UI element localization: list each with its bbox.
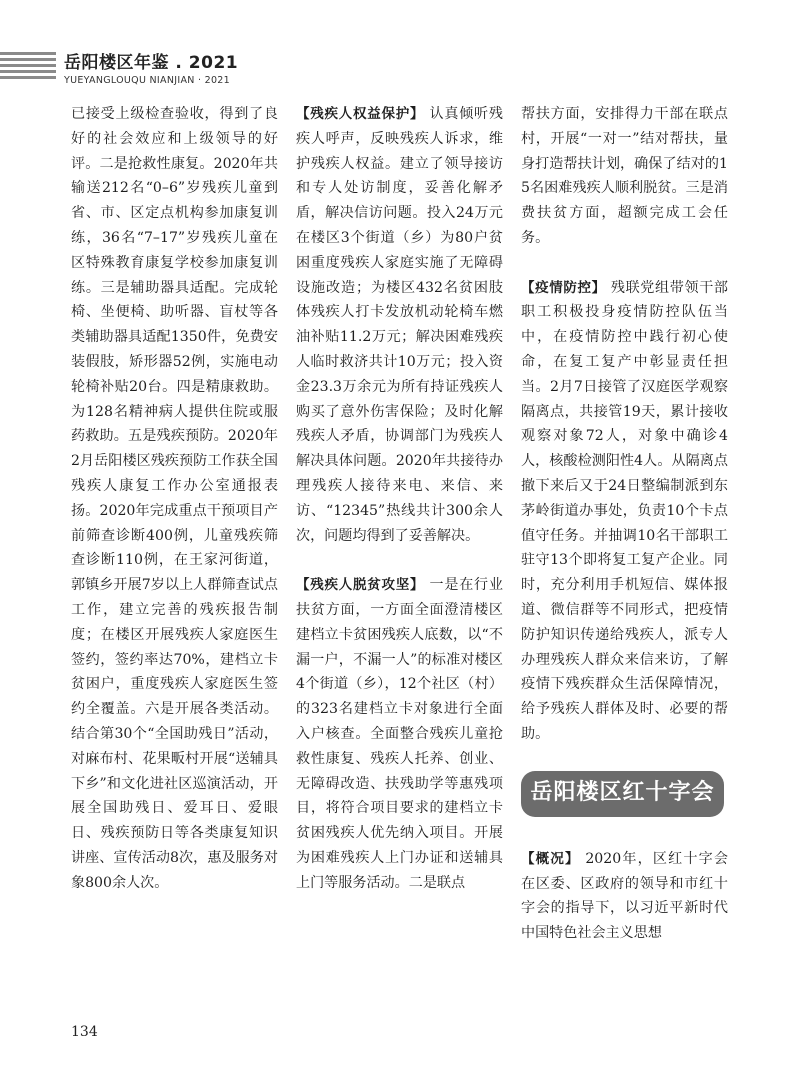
overview-text: 2020年，区红十字会在区委、区政府的领导和市红十字会的指导下，以习近平新时代中国特色社会主义思想 bbox=[521, 850, 728, 942]
running-header-subtitle: YUEYANGLOUQU NIANJIAN · 2021 bbox=[64, 75, 230, 86]
running-header-title: 岳阳楼区年鉴 . 2021 bbox=[64, 53, 239, 73]
rights-protection-heading: 【残疾人权益保护】 bbox=[296, 106, 425, 122]
epidemic-control-heading: 【疫情防控】 bbox=[521, 279, 606, 296]
col3-continued-paragraph: 帮扶方面，安排得力干部在联点村，开展“一对一”结对帮扶，量身打造帮扶计划，确保了结对的15名困难残疾人顺利脱贫。三是消费扶贫方面，超额完成工会任务。 bbox=[521, 106, 728, 246]
poverty-alleviation-paragraph bbox=[296, 573, 503, 895]
overview-heading: 【概况】 bbox=[521, 850, 580, 867]
epidemic-control-paragraph bbox=[521, 276, 728, 747]
rights-protection-text: 认真倾听残疾人呼声，反映残疾人诉求，维护残疾人权益。建立了领导接访和专人处访制度，妥善化解矛盾，解决信访问题。投入24万元在楼区3个街道（乡）为80户贫困重度残疾人家庭实施了无障碍设施改造；为楼区432名贫困肢体残疾人打卡发放机动轮椅车燃油补贴11.2万元；解决困难残疾人临时救济共计10万元；投入资金23.3万余元为所有持证残疾人购买了意外伤害保险；及时化解残疾人矛盾，协调部门为残疾人解决具体问题。2020年共接待办理残疾人接待来电、来信、来访、“12345”热线共计300余人次，问题均得到了妥善解决。 bbox=[296, 106, 503, 544]
header-stripes-decoration bbox=[0, 52, 56, 86]
poverty-alleviation-text: 一是在行业扶贫方面，一方面全面澄清楼区建档立卡贫困残疾人底数，以“不漏一户，不漏一人”的标准对楼区4个街道（乡），12个社区（村）的323名建档立卡对象进行全面入户核查。全面整合残疾儿童抢救性康复、残疾人托养、创业、无障碍改造、扶残助学等惠残项目，将符合项目要求的建档立卡贫困残疾人优先纳入项目。开展为困难残疾人上门办证和送辅具上门等服务活动。二是联点 bbox=[296, 577, 503, 891]
epidemic-control-text: 残联党组带领干部职工积极投身疫情防控队伍当中，在疫情防控中践行初心使命，在复工复产中彰显责任担当。2月7日接管了汉庭医学观察隔离点，共接管19天，累计接收观察对象72人，对象中确诊4人，核酸检测阳性4人。从隔离点撤下来后又于24日整编制派到东茅岭街道办事处，负责10个卡点值守任务。并抽调10名干部职工驻守13个即将复工复产企业。同时，充分利用手机短信、媒体报道、微信群等不同形式，把疫情防护知识传递给残疾人，派专人办理残疾人群众来信来访，了解疫情下残疾群众生活保障情况，给予残疾人群体及时、必要的帮助。 bbox=[521, 279, 729, 742]
col1-paragraph: 已接受上级检查验收，得到了良好的社会效应和上级领导的好评。二是抢救性康复。2020年共输送212名“0–6”岁残疾儿童到省、市、区定点机构参加康复训练，36名“7–17”岁残疾儿童在区特殊教育康复学校参加康复训练。三是辅助器具适配。完成轮椅、坐便椅、助听器、盲杖等各类辅助器具适配1350件，免费安装假肢，矫形器52例，实施电动轮椅补贴20台。四是精康救助。为128名精神病人提供住院或服药救助。五是残疾预防。2020年2月岳阳楼区残疾预防工作获全国残疾人康复工作办公室通报表扬。2020年完成重点干预项目产前筛查诊断400例，儿童残疾筛查诊断110例，在王家河街道，郭镇乡开展7岁以上人群筛查试点工作，建立完善的残疾报告制度；在楼区开展残疾人家庭医生签约，签约率达70%，建档立卡贫困户，重度残疾人家庭医生签约全覆盖。六是开展各类活动。结合第30个“全国助残日”活动，对麻布村、花果畈村开展“送辅具下乡”和文化进社区巡演活动，开展全国助残日、爱耳日、爱眼日、残疾预防日等各类康复知识讲座、宣传活动8次，惠及服务对象800余人次。 bbox=[71, 106, 278, 891]
section-title-banner: 岳阳楼区红十字会 bbox=[521, 771, 724, 817]
poverty-alleviation-heading: 【残疾人脱贫攻坚】 bbox=[296, 577, 425, 594]
column-2 bbox=[296, 102, 503, 896]
column-3 bbox=[521, 102, 728, 946]
page-number: 134 bbox=[71, 1024, 98, 1040]
overview-paragraph bbox=[521, 847, 728, 946]
column-1 bbox=[71, 102, 278, 896]
rights-protection-paragraph bbox=[296, 102, 503, 548]
